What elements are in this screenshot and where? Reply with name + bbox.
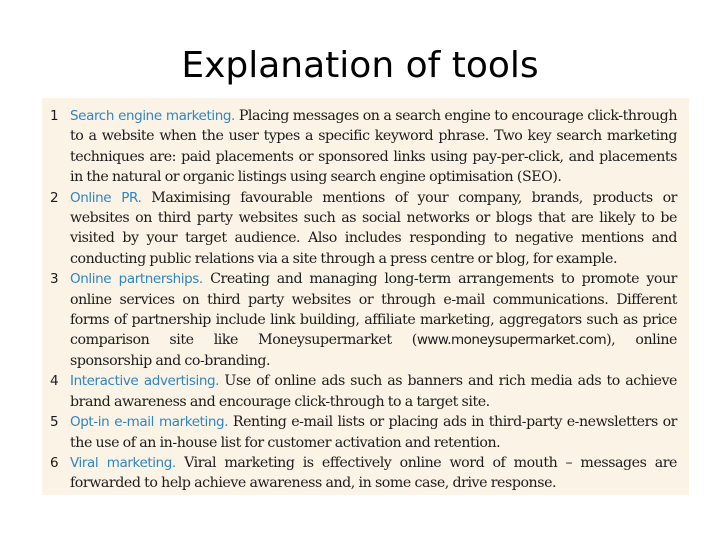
list-item-online-partnerships bbox=[50, 269, 677, 371]
list-item-search-engine-marketing bbox=[50, 106, 677, 188]
item-number: 5 bbox=[50, 414, 59, 431]
item-term: Opt-in e-mail marketing. bbox=[70, 414, 229, 431]
item-text: Renting e-mail lists or placing ads in third-party e-newsletters or the use of an in-house list for customer activation and retention. bbox=[70, 414, 677, 451]
item-description bbox=[70, 371, 677, 412]
item-description bbox=[70, 106, 677, 188]
item-description bbox=[70, 188, 677, 270]
list-item-interactive-advertising bbox=[50, 371, 677, 412]
list-item-opt-in-email-marketing bbox=[50, 412, 677, 453]
item-url: www.moneysupermarket.com bbox=[416, 332, 607, 349]
item-description bbox=[70, 412, 677, 453]
item-text: Placing messages on a search engine to encourage click-through to a website when the user types a specific keyword phrase. Two key search marketing techniques are: paid placements or sponsored links using pay-per-click, and placements in the natural or organic listings using search engine optimisation (SEO). bbox=[70, 108, 678, 186]
item-term: Online partnerships. bbox=[70, 271, 203, 288]
item-term: Interactive advertising. bbox=[70, 373, 220, 390]
item-term: Online PR. bbox=[70, 189, 142, 206]
item-text-after: ), online sponsorship and co-branding. bbox=[70, 332, 677, 369]
list-item-online-pr bbox=[50, 188, 677, 270]
item-number: 1 bbox=[50, 108, 59, 124]
tools-list bbox=[42, 98, 689, 495]
list-item-viral-marketing bbox=[50, 453, 677, 494]
item-text: Creating and managing long-term arrangements to promote your online services on third party websites or through e-mail communications. Different forms of partnership include link building, affiliate marketing, aggregators such as price comparison site like Moneysupermarket ( bbox=[70, 271, 677, 349]
item-text: Maximising favourable mentions of your company, brands, products or websites on third party websites such as social networks or blogs that are likely to be visited by your target audience. Also includes responding to negative mentions and conducting public relations via a site through a press centre or blog, for example. bbox=[70, 189, 677, 267]
item-description bbox=[70, 269, 677, 371]
slide-title: Explanation of tools bbox=[181, 45, 539, 86]
item-text: Viral marketing is effectively online word of mouth – messages are forwarded to help achieve awareness and, in some case, drive response. bbox=[70, 454, 677, 492]
item-number: 3 bbox=[50, 271, 59, 288]
item-term: Search engine marketing. bbox=[70, 108, 235, 124]
item-text: Use of online ads such as banners and rich media ads to achieve brand awareness and encourage click-through to a target site. bbox=[70, 373, 677, 410]
item-term: Viral marketing. bbox=[70, 454, 176, 471]
item-number: 4 bbox=[50, 373, 59, 390]
item-description bbox=[70, 453, 677, 494]
item-number: 6 bbox=[50, 454, 59, 471]
item-number: 2 bbox=[50, 189, 59, 206]
